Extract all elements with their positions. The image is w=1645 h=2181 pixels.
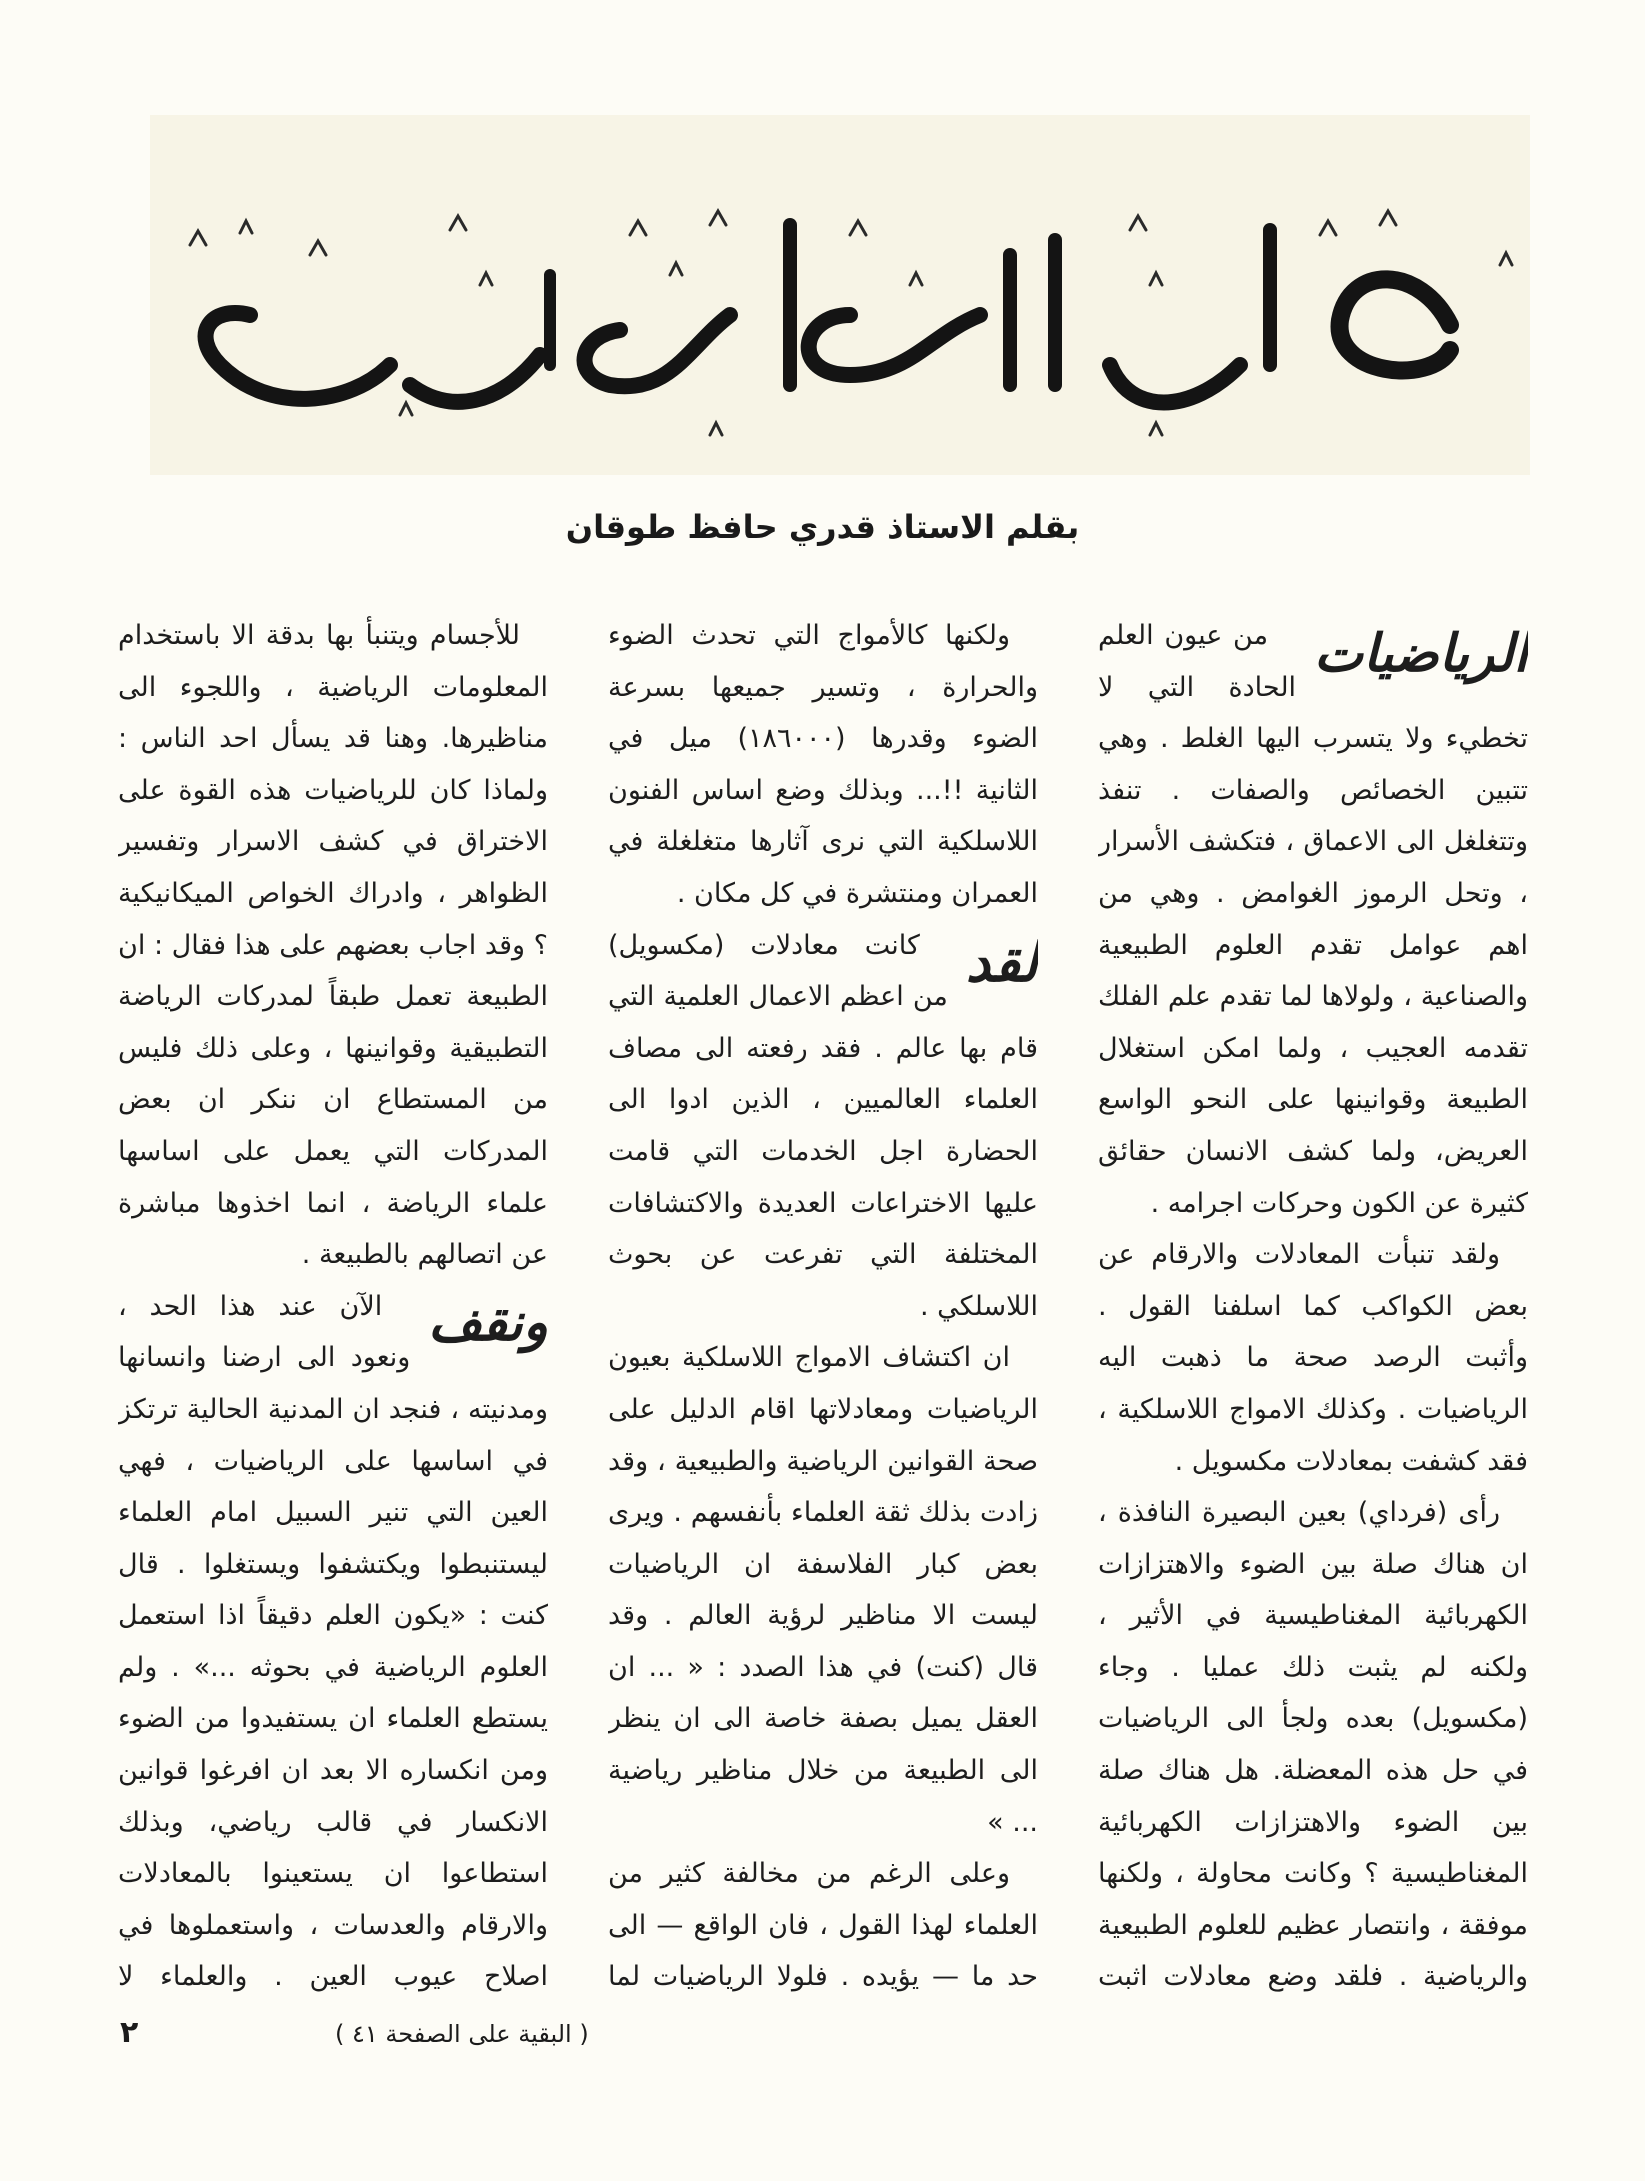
paragraph: من عيون العلم الحادة التي لا تخطيء ولا يتسرب اليها الغلط . وهي تتبين الخصائص والصفات . تنفذ وتتغلغل الى الاعماق ، فتكشف الأسرار ، وتحل الرموز الغوامض . وهي من اهم عوامل تقدم العلوم الطبيعية والصناعية ، ولولاها لما تقدم علم الفلك تقدمه العجيب ، ولما امكن استغلال الطبيعة وقوانينها على النحو الواسع العريض، ولما كشف الانسان حقائق كثيرة عن الكون وحركات اجرامه . (1098, 620, 1528, 1219)
column-middle (608, 610, 1038, 2000)
title-calligraphy (150, 115, 1530, 475)
column-right (1098, 610, 1528, 2000)
page-number: ٢ (120, 2015, 139, 2050)
column-left (118, 610, 548, 2000)
lead-word: ونقف (428, 1291, 548, 1353)
article-columns (118, 610, 1528, 2000)
title-calligraphy-art (150, 115, 1530, 475)
paragraph: كانت معادلات (مكسويل) من اعظم الاعمال العلمية التي قام بها عالم . فقد رفعته الى مصاف العلماء العالميين ، الذين ادوا الى الحضارة اجل الخدمات التي قامت عليها الاختراعات العديدة والاكتشافات المختلفة التي تفرعت عن بحوث اللاسلكي . (608, 929, 1038, 1322)
paragraph: وعلى الرغم من مخالفة كثير من العلماء لهذا القول ، فان الواقع — الى حد ما — يؤيده . فلولا الرياضيات لما (608, 1858, 1038, 1993)
lead-word: الرياضيات (1314, 623, 1528, 684)
paragraph: ولقد تنبأت المعادلات والارقام عن بعض الكواكب كما اسلفنا القول . وأثبت الرصد صحة ما ذهبت اليه الرياضيات . وكذلك الامواج اللاسلكية ، فقد كشفت بمعادلات مكسويل . (1098, 1239, 1528, 1477)
paragraph: ولكنها كالأمواج التي تحدث الضوء والحرارة ، وتسير جميعها بسرعة الضوء وقدرها (١٨٦٠٠٠) ميل في الثانية !!... وبذلك وضع اساس الفنون اللاسلكية التي نرى آثارها متغلغلة في العمران ومنتشرة في كل مكان . (608, 620, 1038, 909)
lead-word: لقد (965, 929, 1038, 994)
continued-note: ( البقية على الصفحة ٤١ ) (335, 2020, 589, 2048)
paragraph: رأى (فرداي) بعين البصيرة النافذة ، ان هناك صلة بين الضوء والاهتزازات الكهربائية المغناطيسية في الأثير ، ولكنه لم يثبت ذلك عمليا . وجاء (مكسويل) بعده ولجأ الى الرياضيات في حل هذه المعضلة. هل هناك صلة بين الضوء والاهتزازات الكهربائية المغناطيسية ؟ وكانت محاولة ، ولكنها موفقة ، وانتصار عظيم للعلوم الطبيعية والرياضية . فلقد وضع معادلات اثبت (1098, 1497, 1528, 1993)
paragraph: للأجسام ويتنبأ بها بدقة الا باستخدام المعلومات الرياضية ، واللجوء الى مناظيرها. وهنا قد يسأل احد الناس : ولماذا كان للرياضيات هذه القوة على الاختراق في كشف الاسرار وتفسير الظواهر ، وادراك الخواص الميكانيكية ؟ وقد اجاب بعضهم على هذا فقال : ان الطبيعة تعمل طبقاً لمدركات الرياضة التطبيقية وقوانينها ، وعلى ذلك فليس من المستطاع ان ننكر ان بعض المدركات التي يعمل على اساسها علماء الرياضة ، انما اخذوها مباشرة عن اتصالهم بالطبيعة . (118, 620, 548, 1271)
paragraph: ان اكتشاف الامواج اللاسلكية بعيون الرياضيات ومعادلاتها اقام الدليل على صحة القوانين الرياضية والطبيعية ، وقد زادت بذلك ثقة العلماء بأنفسهم . ويرى بعض كبار الفلاسفة ان الرياضيات ليست الا مناظير لرؤية العالم . وقد قال (كنت) في هذا الصدد : « ... ان العقل يميل بصفة خاصة الى ان ينظر الى الطبيعة من خلال مناظير رياضية ... » (608, 1342, 1038, 1838)
paragraph: الآن عند هذا الحد ، ونعود الى ارضنا وانسانها ومدنيته ، فنجد ان المدنية الحالية ترتكز في اساسها على الرياضيات ، فهي العين التي تنير السبيل امام العلماء ليستنبطوا ويكتشفوا ويستغلوا . قال كنت : «يكون العلم دقيقاً اذا استعمل العلوم الرياضية في بحوثه ...» . ولم يستطع العلماء ان يستفيدوا من الضوء ومن انكساره الا بعد ان افرغوا قوانين الانكسار في قالب رياضي، وبذلك استطاعوا ان يستعينوا بالمعادلات والارقام والعدسات ، واستعملوها في اصلاح عيوب العين . والعلماء لا (118, 1290, 548, 1993)
author-byline: بقلم الاستاذ قدري حافظ طوقان (565, 508, 1080, 546)
